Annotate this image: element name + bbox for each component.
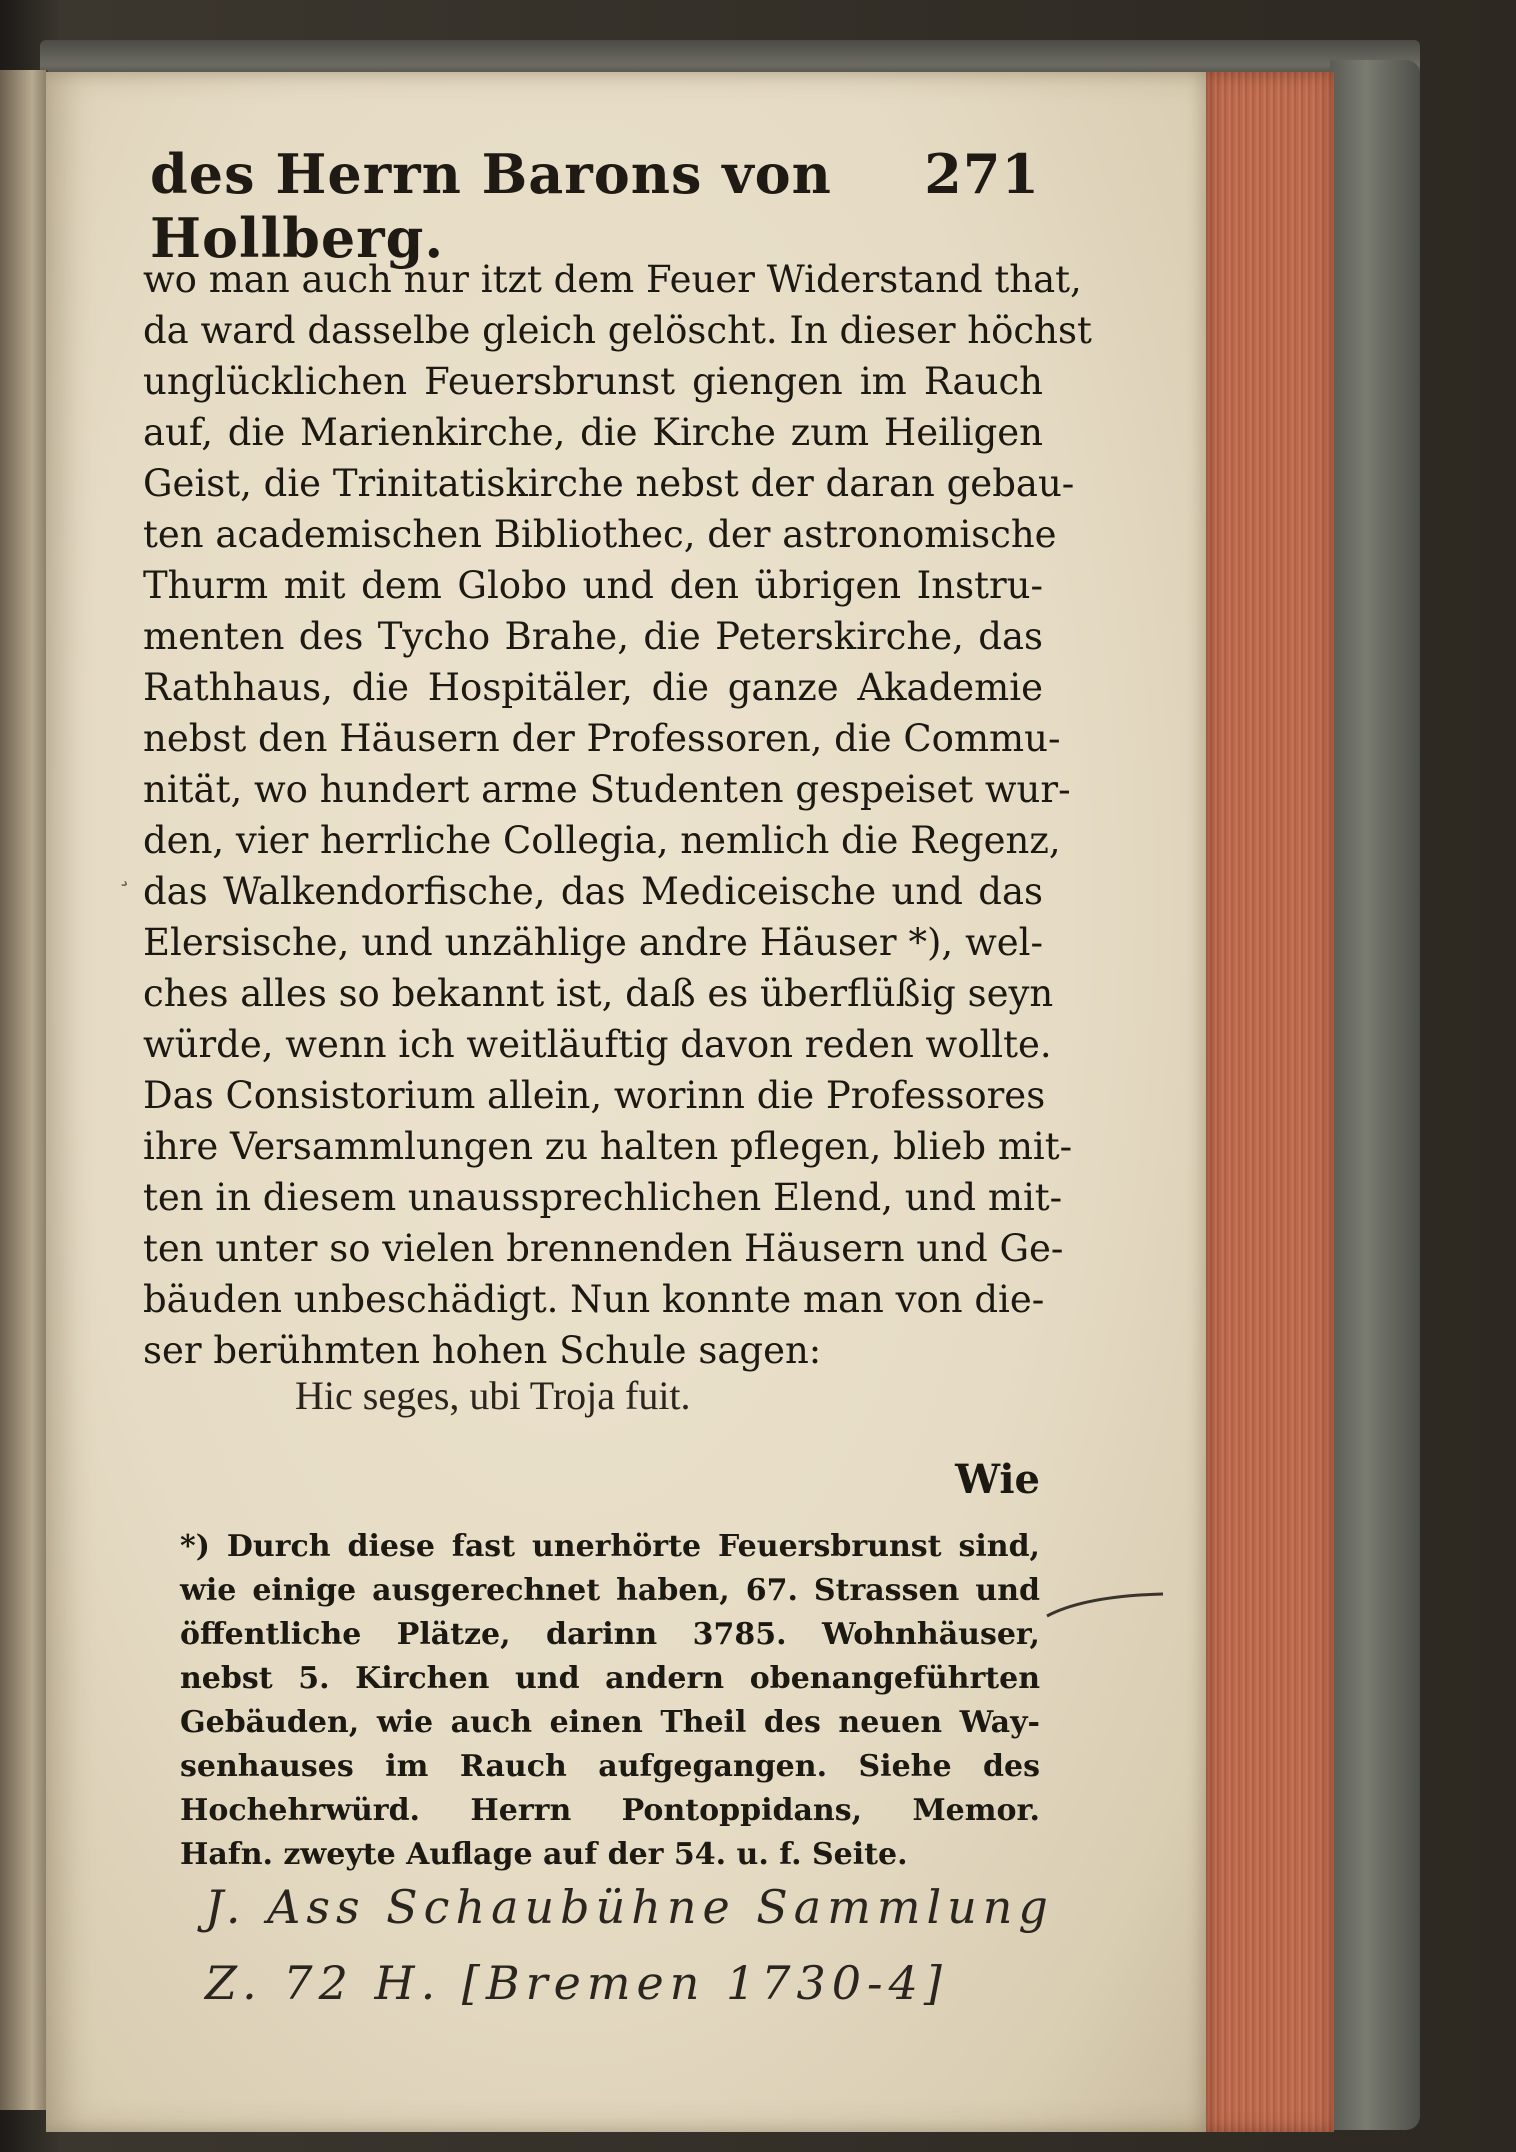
latin-quote: Hic seges, ubi Troja fuit. bbox=[295, 1373, 691, 1418]
footnote-line: nebst 5. Kirchen und andern obenangeführten bbox=[180, 1661, 1040, 1696]
footnote-line: Gebäuden, wie auch einen Theil des neuen Way- bbox=[180, 1705, 1040, 1740]
text-line: Elersische, und unzählige andre Häuser *), wel- bbox=[143, 921, 1043, 964]
text-line: Rathhaus, die Hospitäler, die ganze Akademie bbox=[143, 666, 1043, 709]
text-line: nität, wo hundert arme Studenten gespeiset wur- bbox=[143, 768, 1071, 811]
handwritten-line: J. Ass Schaubühne Sammlung bbox=[205, 1880, 1054, 1934]
footnote-line: *) Durch diese fast unerhörte Feuersbrunst sind, bbox=[180, 1529, 1040, 1564]
text-line: da ward dasselbe gleich gelöscht. In dieser höchst bbox=[143, 309, 1092, 352]
text-line: wo man auch nur itzt dem Feuer Widerstand that, bbox=[143, 258, 1082, 301]
red-fore-edge bbox=[1206, 72, 1334, 2132]
catchword: Wie bbox=[955, 1456, 1040, 1503]
text-line: ten in diesem unaussprechlichen Elend, und mit- bbox=[143, 1176, 1063, 1219]
text-line: nebst den Häusern der Professoren, die Commu- bbox=[143, 717, 1061, 760]
footnote-line: Hafn. zweyte Auflage auf der 54. u. f. Seite. bbox=[180, 1837, 908, 1872]
book-cover-right bbox=[1330, 60, 1420, 2130]
facing-page-edge bbox=[0, 70, 48, 2110]
text-line: Das Consistorium allein, worinn die Professores bbox=[143, 1074, 1046, 1117]
footnote-line: öffentliche Plätze, darinn 3785. Wohnhäuser, bbox=[180, 1617, 1040, 1652]
text-line: den, vier herrliche Collegia, nemlich die Regenz, bbox=[143, 819, 1061, 862]
text-line: ches alles so bekannt ist, daß es überflüßig seyn bbox=[143, 972, 1054, 1015]
text-line: unglücklichen Feuersbrunst giengen im Rauch bbox=[143, 360, 1043, 403]
text-line: das Walkendorfische, das Mediceische und das bbox=[143, 870, 1043, 913]
text-line: ten unter so vielen brennenden Häusern und Ge- bbox=[143, 1227, 1064, 1270]
handwritten-line: Z. 72 H. [Bremen 1730-4] bbox=[205, 1956, 948, 2010]
footnote-line: wie einige ausgerechnet haben, 67. Strassen und bbox=[180, 1573, 1040, 1608]
text-line: Thurm mit dem Globo und den übrigen Instru- bbox=[143, 564, 1043, 607]
text-line: Geist, die Trinitatiskirche nebst der daran gebau- bbox=[143, 462, 1075, 505]
text-line: bäuden unbeschädigt. Nun konnte man von die- bbox=[143, 1278, 1045, 1321]
footnote-line: senhauses im Rauch aufgegangen. Siehe des bbox=[180, 1749, 1040, 1784]
pencil-stroke-icon bbox=[1045, 1590, 1165, 1620]
text-line: ten academischen Bibliothec, der astronomische bbox=[143, 513, 1057, 556]
text-line: menten des Tycho Brahe, die Peterskirche, das bbox=[143, 615, 1043, 658]
page-number: 271 bbox=[924, 142, 1040, 206]
text-line: ihre Versammlungen zu halten pflegen, blieb mit- bbox=[143, 1125, 1073, 1168]
text-line: auf, die Marienkirche, die Kirche zum Heiligen bbox=[143, 411, 1043, 454]
text-line: ser berühmten hohen Schule sagen: bbox=[143, 1329, 822, 1372]
margin-smudge-icon: ¸ bbox=[118, 858, 131, 888]
footnote-line: Hochehrwürd. Herrn Pontoppidans, Memor. bbox=[180, 1793, 1040, 1828]
running-head: des Herrn Barons von Hollberg. bbox=[150, 142, 832, 270]
text-line: würde, wenn ich weitläuftig davon reden wollte. bbox=[143, 1023, 1052, 1066]
page-header bbox=[150, 142, 1040, 270]
